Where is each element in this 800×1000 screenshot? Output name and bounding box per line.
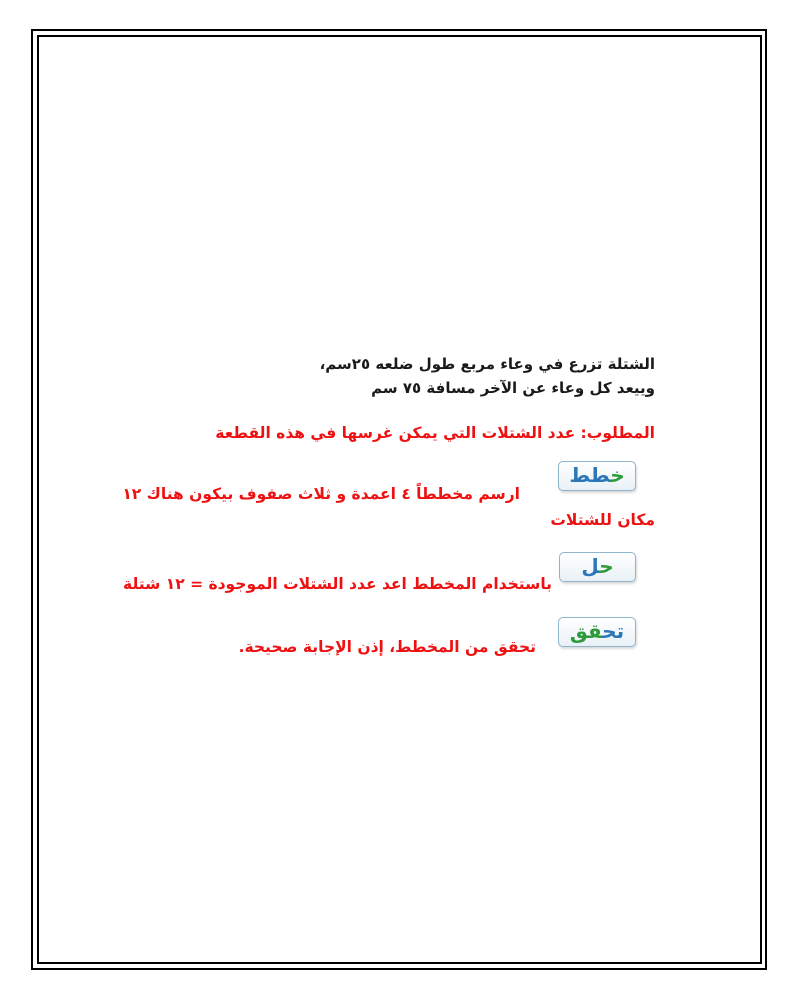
solve-badge-part2: ل	[581, 554, 600, 578]
plan-badge-part1: خ	[610, 463, 625, 487]
solve-text: باستخدام المخطط اعد عدد الشتلات الموجودة = ١٢ شتلة	[123, 575, 552, 593]
check-text: تحقق من المخطط، إذن الإجابة صحيحة.	[238, 638, 536, 656]
plan-badge-icon	[558, 461, 636, 491]
plan-text-line-2: مكان للشتلات	[550, 511, 655, 529]
check-badge-part2: قق	[569, 619, 603, 643]
problem-line-2: وييعد كل وعاء عن الآخر مسافة ٧٥ سم	[371, 379, 655, 397]
problem-line-1: الشتلة تزرع في وعاء مربع طول ضلعه ٢٥سم،	[319, 355, 655, 373]
plan-badge-part2: طط	[569, 463, 611, 487]
check-badge-part1: تح	[602, 619, 625, 643]
plan-text-line-1: ارسم مخططاً ٤ اعمدة و ثلاث صفوف بيكون هناك ١٢	[122, 485, 520, 503]
solve-badge-part1: ح	[599, 554, 614, 578]
solve-badge-icon	[559, 552, 636, 582]
check-badge-icon	[558, 617, 636, 647]
required-text: المطلوب: عدد الشتلات التي يمكن غرسها في هذه القطعة	[215, 424, 655, 442]
